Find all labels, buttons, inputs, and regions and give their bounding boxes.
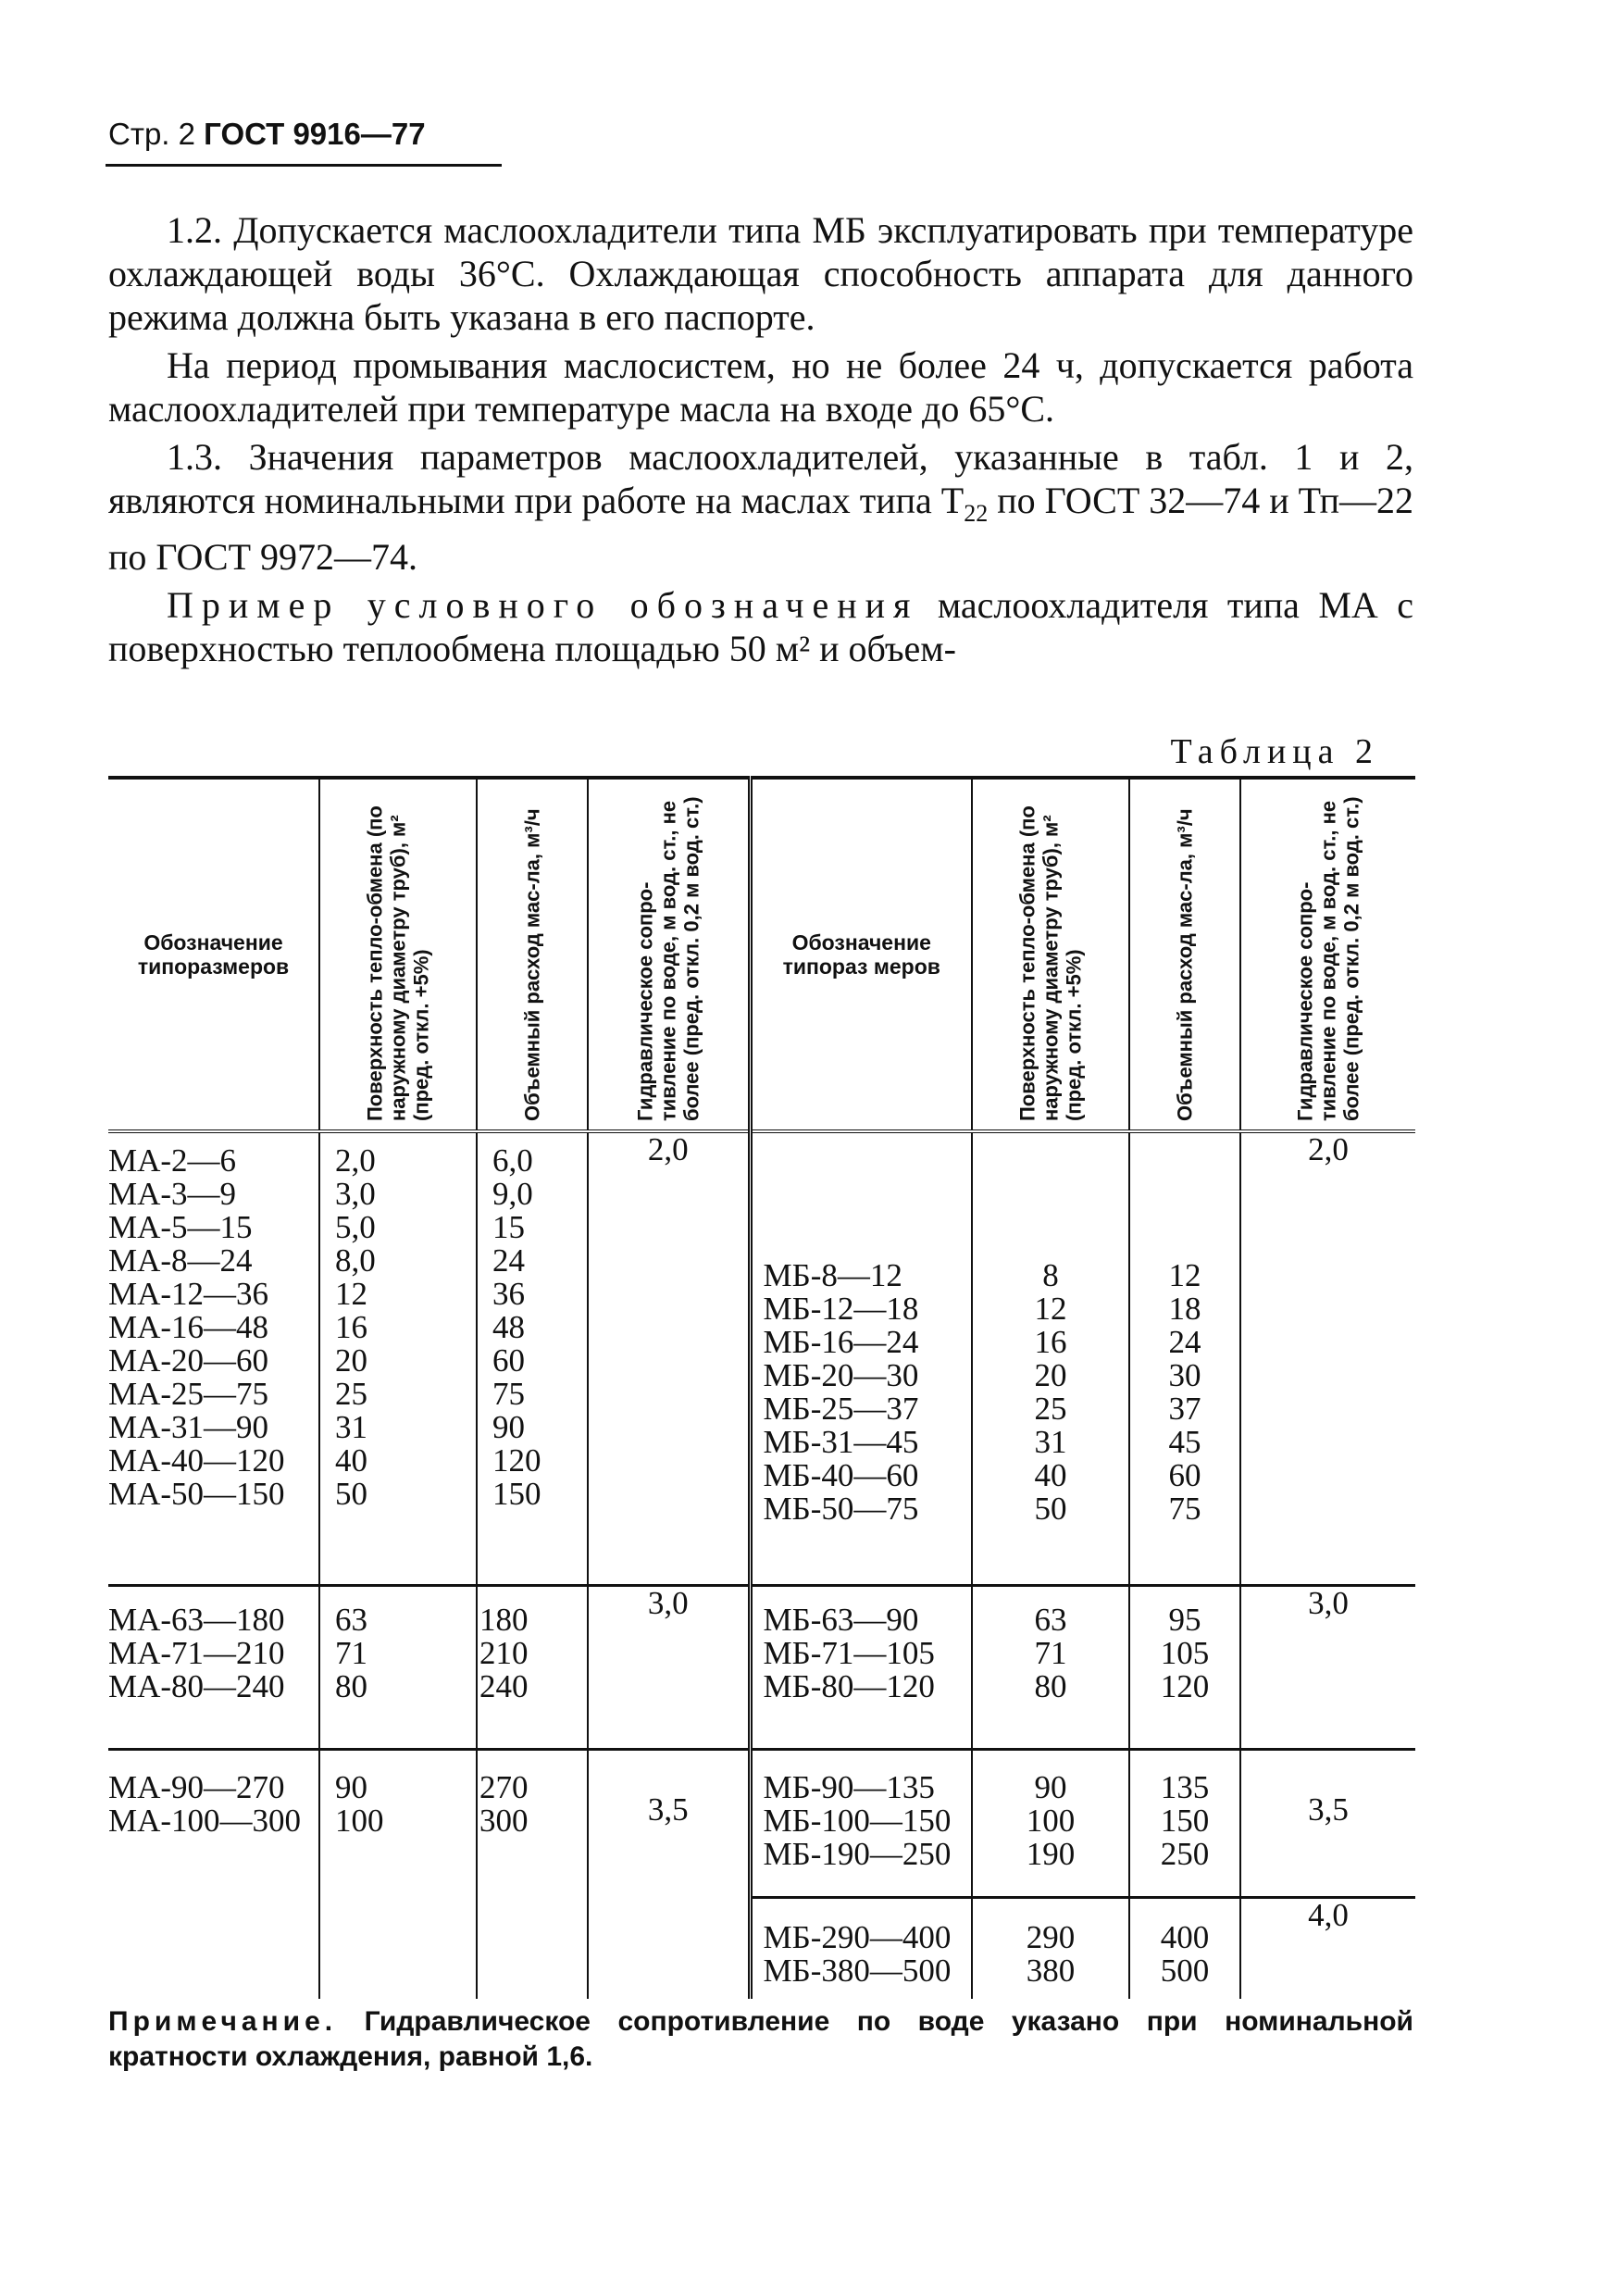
list-item: МБ-12—18 xyxy=(763,1291,919,1327)
list-item: 400 xyxy=(1160,1918,1210,1955)
list-item: 150 xyxy=(492,1476,541,1512)
list-item: 250 xyxy=(1160,1835,1210,1872)
paragraph-example xyxy=(108,583,1413,670)
list-item: МА-63—180 xyxy=(108,1601,285,1638)
list-item: 290 xyxy=(1026,1918,1076,1955)
list-item: 80 xyxy=(335,1667,367,1704)
table-row xyxy=(108,1585,1415,1749)
list-item: МБ-8—12 xyxy=(763,1257,902,1293)
list-item: 20 xyxy=(1034,1357,1067,1393)
header-surface-ma xyxy=(319,778,477,1131)
list-item: 40 xyxy=(1034,1457,1067,1493)
list-item: 60 xyxy=(1168,1457,1201,1493)
mb-surface-list xyxy=(973,1899,1128,1988)
mb-flow-list xyxy=(1130,1133,1239,1526)
list-item: 5,0 xyxy=(335,1209,376,1245)
list-item: 30 xyxy=(1168,1357,1201,1393)
body-text xyxy=(108,208,1413,675)
list-item: 100 xyxy=(335,1802,384,1839)
mb-resistance-cell: 4,0 xyxy=(1240,1897,1415,1999)
list-item: 16 xyxy=(1034,1324,1067,1360)
ma-names-list xyxy=(108,1587,318,1703)
list-item: 25 xyxy=(335,1376,367,1412)
ma-flow-cell xyxy=(477,1749,588,1897)
example-text: маслоохладителя типа МА с поверхностью теплообмена площадью 50 м² и объем- xyxy=(108,584,1413,669)
mb-names-list xyxy=(753,1751,972,1871)
list-item: 15 xyxy=(492,1209,525,1245)
table-caption: Таблица 2 xyxy=(1170,732,1379,771)
ma-surface-cell xyxy=(319,1131,477,1585)
mb-surface-cell xyxy=(972,1131,1129,1585)
ma-surface-cell xyxy=(319,1749,477,1897)
list-item: МА-5—15 xyxy=(108,1209,253,1245)
list-item: 12 xyxy=(1034,1291,1067,1327)
list-item: 120 xyxy=(492,1442,541,1479)
list-item: МА-12—36 xyxy=(108,1276,269,1312)
list-item: 36 xyxy=(492,1276,525,1312)
list-item: 300 xyxy=(479,1802,529,1839)
list-item: 50 xyxy=(1034,1491,1067,1527)
list-item: МА-16—48 xyxy=(108,1309,269,1345)
list-item: 90 xyxy=(335,1768,367,1805)
list-item: МБ-190—250 xyxy=(763,1835,952,1872)
ma-names-list xyxy=(108,1751,318,1838)
paragraph-1-3-subscript: 22 xyxy=(964,500,989,527)
header-surface-ma-text: Поверхность тепло-обмена (по наружному диаметру труб), м² (пред. откл. +5%) xyxy=(363,805,433,1121)
list-item: 180 xyxy=(479,1601,529,1638)
list-item: 37 xyxy=(1168,1391,1201,1427)
list-item: МА-100—300 xyxy=(108,1802,302,1839)
list-item: МА-20—60 xyxy=(108,1342,269,1379)
list-item: 80 xyxy=(1034,1667,1067,1704)
header-surface-mb xyxy=(972,778,1129,1131)
mb-names-cell xyxy=(750,1585,972,1749)
empty-cell xyxy=(319,1897,477,1999)
list-item: 25 xyxy=(1034,1391,1067,1427)
table-header-row xyxy=(108,778,1415,1131)
list-item: МА-90—270 xyxy=(108,1768,285,1805)
mb-names-list xyxy=(753,1133,972,1526)
list-item: МБ-71—105 xyxy=(763,1634,935,1671)
list-item: МБ-20—30 xyxy=(763,1357,919,1393)
paragraph-1-3-text-a: 1.3. Значения параметров маслоохладителей, указанные в табл. 1 и 2, являются номинальными при работе на маслах типа Т xyxy=(108,436,1413,521)
example-label: Пример условного обозначения xyxy=(167,584,919,626)
ma-flow-cell xyxy=(477,1131,588,1585)
list-item: 95 xyxy=(1168,1601,1201,1638)
table-row xyxy=(108,1131,1415,1585)
list-item: МА-80—240 xyxy=(108,1667,285,1704)
empty-cell xyxy=(588,1897,750,1999)
list-item: 270 xyxy=(479,1768,529,1805)
empty-cell xyxy=(477,1897,588,1999)
mb-surface-cell xyxy=(972,1749,1129,1897)
table-2 xyxy=(108,776,1415,1999)
mb-surface-cell xyxy=(972,1897,1129,1999)
list-item: 90 xyxy=(492,1409,525,1445)
mb-flow-cell xyxy=(1129,1585,1240,1749)
mb-names-cell xyxy=(750,1749,972,1897)
ma-surface-list xyxy=(320,1133,476,1511)
list-item: 500 xyxy=(1160,1952,1210,1989)
mb-surface-list xyxy=(973,1751,1128,1871)
empty-cell xyxy=(108,1897,319,1999)
list-item: 40 xyxy=(335,1442,367,1479)
mb-names-list xyxy=(753,1587,972,1703)
mb-names-cell xyxy=(750,1897,972,1999)
mb-surface-list xyxy=(973,1133,1128,1526)
header-flow-mb xyxy=(1129,778,1240,1131)
ma-surface-cell xyxy=(319,1585,477,1749)
mb-flow-cell xyxy=(1129,1897,1240,1999)
list-item: 8,0 xyxy=(335,1242,376,1279)
list-item: 75 xyxy=(1168,1491,1201,1527)
list-item: 63 xyxy=(335,1601,367,1638)
header-rule xyxy=(106,164,502,167)
list-item: 90 xyxy=(1034,1768,1067,1805)
list-item: 190 xyxy=(1026,1835,1076,1872)
list-item: 100 xyxy=(1026,1802,1076,1839)
list-item: МА-2—6 xyxy=(108,1142,237,1179)
list-item: МБ-16—24 xyxy=(763,1324,919,1360)
paragraph-washing: На период промывания маслосистем, но не более 24 ч, допускается работа маслоохладителей при температуре масла на входе до 65°С. xyxy=(108,344,1413,430)
list-item: 9,0 xyxy=(492,1176,533,1212)
list-item: МБ-90—135 xyxy=(763,1768,935,1805)
list-item: 6,0 xyxy=(492,1142,533,1179)
list-item: МА-25—75 xyxy=(108,1376,269,1412)
list-item: 105 xyxy=(1160,1634,1210,1671)
ma-names-cell xyxy=(108,1585,319,1749)
header-surface-mb-text: Поверхность тепло-обмена (по наружному диаметру труб), м² (пред. откл. +5%) xyxy=(1015,805,1086,1121)
list-item: 24 xyxy=(1168,1324,1201,1360)
list-item: МА-71—210 xyxy=(108,1634,285,1671)
list-item: 380 xyxy=(1026,1952,1076,1989)
list-item: 3,0 xyxy=(335,1176,376,1212)
list-item: 60 xyxy=(492,1342,525,1379)
mb-resistance-cell: 3,0 xyxy=(1240,1585,1415,1749)
list-item: 63 xyxy=(1034,1601,1067,1638)
list-item: 210 xyxy=(479,1634,529,1671)
list-item: МА-3—9 xyxy=(108,1176,237,1212)
list-item: МБ-290—400 xyxy=(763,1918,952,1955)
list-item: МБ-100—150 xyxy=(763,1802,952,1839)
list-item: 12 xyxy=(335,1276,367,1312)
list-item: 50 xyxy=(335,1476,367,1512)
list-item: 71 xyxy=(335,1634,367,1671)
ma-flow-list xyxy=(478,1587,587,1703)
paragraph-1-3-text-b: по ГОСТ 32—74 и Тп—22 по ГОСТ 9972—74. xyxy=(108,480,1413,578)
ma-flow-list xyxy=(478,1751,587,1838)
header-flow-ma xyxy=(477,778,588,1131)
mb-flow-cell xyxy=(1129,1131,1240,1585)
list-item: 16 xyxy=(335,1309,367,1345)
mb-flow-list xyxy=(1130,1751,1239,1871)
standard-number: ГОСТ 9916—77 xyxy=(204,117,426,151)
mb-resistance-cell: 3,5 xyxy=(1240,1749,1415,1897)
list-item: 12 xyxy=(1168,1257,1201,1293)
list-item: 48 xyxy=(492,1309,525,1345)
list-item: 240 xyxy=(479,1667,529,1704)
mb-surface-list xyxy=(973,1587,1128,1703)
table-note xyxy=(108,2004,1413,2075)
note-text: Гидравлическое сопротивление по воде указано при номинальной кратности охлаждения, равной 1,6. xyxy=(108,2006,1413,2072)
paragraph-1-2: 1.2. Допускается маслоохладители типа МБ эксплуатировать при температуре охлаждающей воды 36°С. Охлаждающая способность аппарата для данного режима должна быть указана в его паспорте. xyxy=(108,209,1413,338)
header-resistance-ma xyxy=(588,778,750,1131)
ma-surface-list xyxy=(320,1587,476,1703)
list-item: МА-8—24 xyxy=(108,1242,253,1279)
mb-names-list xyxy=(753,1899,972,1988)
ma-resistance-cell: 3,0 xyxy=(588,1585,750,1749)
header-designation-mb: Обозначение типораз меров xyxy=(750,778,972,1131)
ma-names-cell xyxy=(108,1749,319,1897)
list-item: 8 xyxy=(1042,1257,1059,1293)
list-item: 75 xyxy=(492,1376,525,1412)
list-item: МБ-31—45 xyxy=(763,1424,919,1460)
list-item: 18 xyxy=(1168,1291,1201,1327)
list-item: 120 xyxy=(1160,1667,1210,1704)
ma-resistance-cell: 3,5 xyxy=(588,1749,750,1897)
list-item: МБ-50—75 xyxy=(763,1491,919,1527)
mb-flow-list xyxy=(1130,1587,1239,1703)
list-item: 2,0 xyxy=(335,1142,376,1179)
mb-surface-cell xyxy=(972,1585,1129,1749)
header-resistance-mb-text: Гидравлическое сопро-тивление по воде, м вод. ст., не более (пред. откл. 0,2 м вод. ст.) xyxy=(1293,796,1363,1121)
table-row xyxy=(108,1897,1415,1999)
ma-names-list xyxy=(108,1133,318,1511)
list-item: МБ-380—500 xyxy=(763,1952,952,1989)
table-row xyxy=(108,1749,1415,1897)
page-header xyxy=(108,117,426,152)
header-resistance-ma-text: Гидравлическое сопро-тивление по воде, м вод. ст., не более (пред. откл. 0,2 м вод. ст.) xyxy=(633,796,703,1121)
ma-flow-cell xyxy=(477,1585,588,1749)
list-item: МА-40—120 xyxy=(108,1442,285,1479)
list-item: МБ-80—120 xyxy=(763,1667,935,1704)
header-flow-mb-text: Объемный расход мас-ла, м³/ч xyxy=(1173,808,1197,1121)
list-item: МА-31—90 xyxy=(108,1409,269,1445)
list-item: МБ-63—90 xyxy=(763,1601,919,1638)
note-label: Примечание. xyxy=(108,2006,338,2037)
ma-resistance-cell: 2,0 xyxy=(588,1131,750,1585)
ma-surface-list xyxy=(320,1751,476,1838)
header-designation-ma: Обозначение типоразмеров xyxy=(108,778,319,1131)
list-item: 150 xyxy=(1160,1802,1210,1839)
mb-flow-list xyxy=(1130,1899,1239,1988)
list-item: МА-50—150 xyxy=(108,1476,285,1512)
list-item: 31 xyxy=(335,1409,367,1445)
list-item: 31 xyxy=(1034,1424,1067,1460)
ma-flow-list xyxy=(478,1133,587,1511)
ma-names-cell xyxy=(108,1131,319,1585)
list-item: МБ-40—60 xyxy=(763,1457,919,1493)
list-item: 20 xyxy=(335,1342,367,1379)
header-flow-ma-text: Объемный расход мас-ла, м³/ч xyxy=(520,808,544,1121)
mb-names-cell xyxy=(750,1131,972,1585)
list-item: 45 xyxy=(1168,1424,1201,1460)
list-item: МБ-25—37 xyxy=(763,1391,919,1427)
mb-resistance-cell: 2,0 xyxy=(1240,1131,1415,1585)
mb-flow-cell xyxy=(1129,1749,1240,1897)
list-item: 24 xyxy=(492,1242,525,1279)
list-item: 135 xyxy=(1160,1768,1210,1805)
header-resistance-mb xyxy=(1240,778,1415,1131)
list-item: 71 xyxy=(1034,1634,1067,1671)
paragraph-1-3 xyxy=(108,435,1413,579)
page-number: Стр. 2 xyxy=(108,117,195,151)
